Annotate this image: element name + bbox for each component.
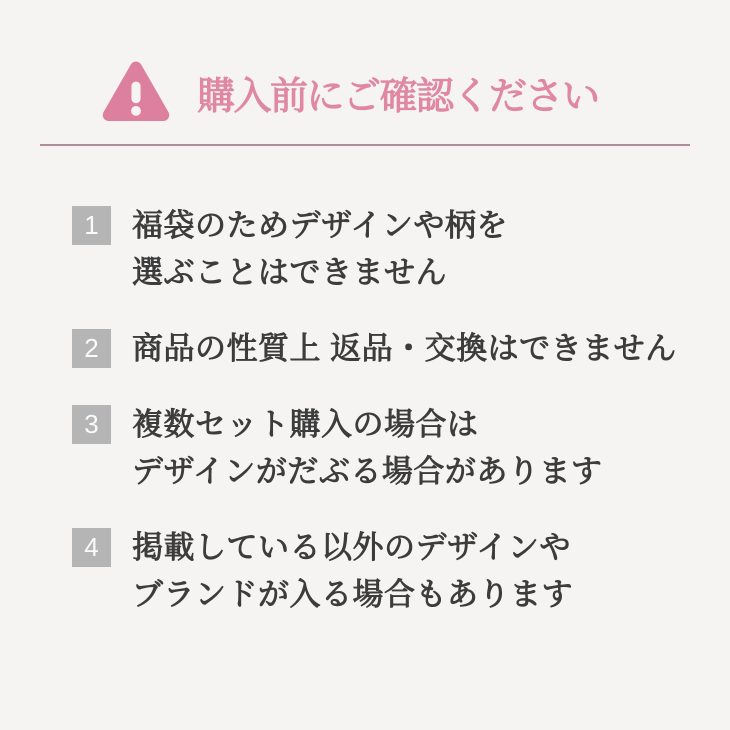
notice-number-badge: 2 xyxy=(72,329,111,368)
notice-text-line: 複数セット購入の場合は xyxy=(132,407,479,442)
notice-text-line: 掲載している以外のデザインや xyxy=(132,530,571,565)
notice-text-line: デザインがだぶる場合があります xyxy=(132,454,603,489)
notice-text-line: ブランドが入る場合もあります xyxy=(132,577,573,612)
notice-text xyxy=(132,202,508,296)
notice-number-badge: 3 xyxy=(72,405,111,444)
notice-number-badge: 4 xyxy=(72,528,111,567)
notice-text-line: 商品の性質上 返品・交換はできません xyxy=(132,331,677,366)
notice-number-badge: 1 xyxy=(72,206,111,245)
notice-text xyxy=(132,325,677,372)
notice-list xyxy=(72,202,700,647)
notice-text xyxy=(132,524,573,618)
notice-text xyxy=(132,401,602,495)
notice-text-line: 福袋のためデザインや柄を xyxy=(132,208,508,243)
notice-item-4 xyxy=(72,524,700,618)
notice-item-3 xyxy=(72,401,700,495)
page-title: 購入前にご確認ください xyxy=(197,75,599,118)
notice-item-2 xyxy=(72,325,700,372)
header-divider xyxy=(40,144,690,146)
warning-triangle-icon xyxy=(101,58,171,126)
notice-item-1 xyxy=(72,202,700,296)
notice-header xyxy=(101,58,599,126)
notice-text-line: 選ぶことはできません xyxy=(132,255,447,290)
